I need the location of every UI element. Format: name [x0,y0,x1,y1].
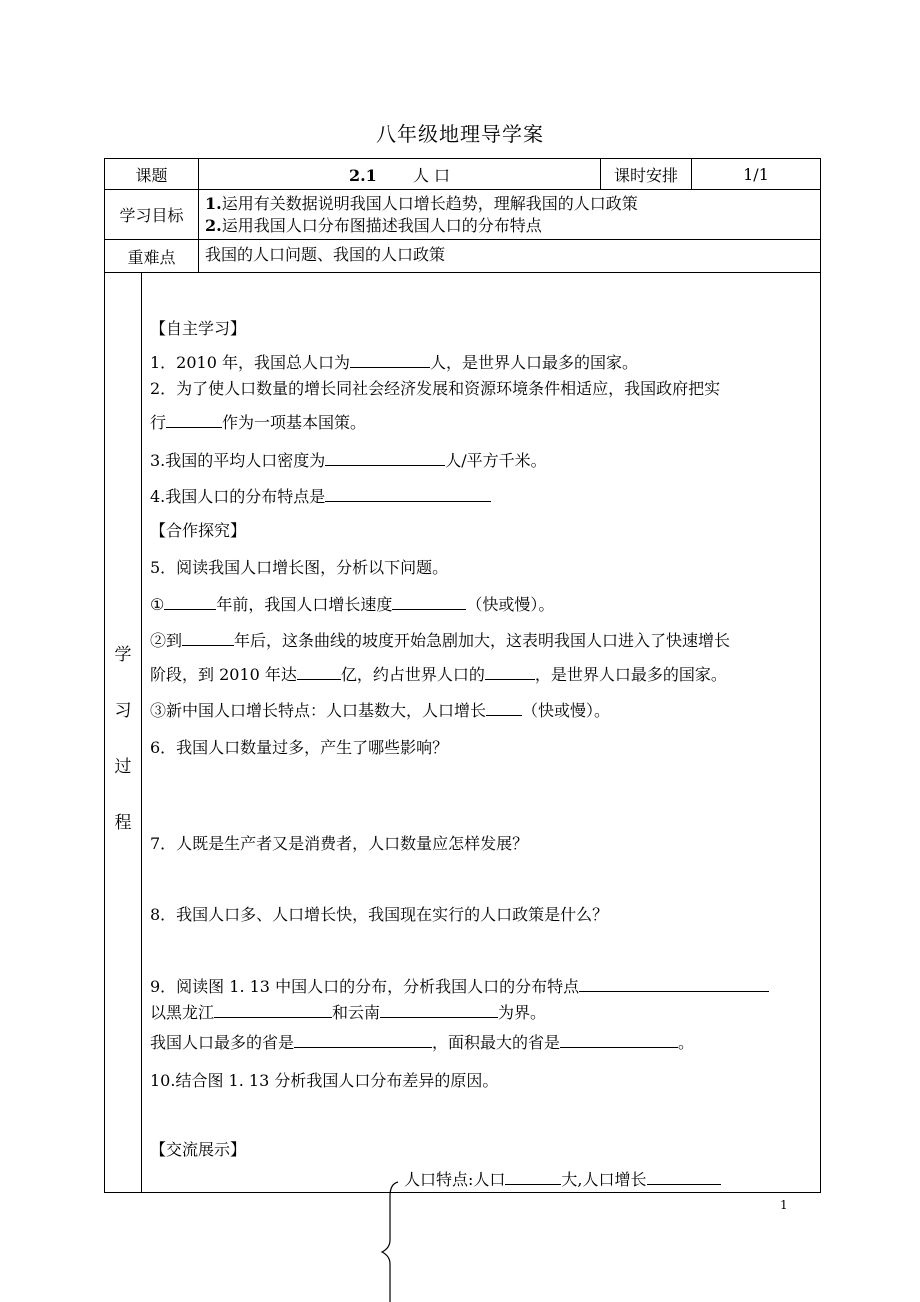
q9-text-d: 为界。 [498,1003,547,1022]
schedule-value: 1/1 [692,159,821,190]
q4-text: 4.我国人口的分布特点是 [150,487,326,506]
question-8: 8．我国人口多、人口增长快，我国现在实行的人口政策是什么？ [150,905,609,924]
question-7: 7．人既是生产者又是消费者，人口数量应怎样发展？ [150,834,529,853]
q9-text-g: 。 [678,1033,695,1052]
q9-blank-heilongjiang[interactable] [214,1001,332,1018]
question-5-3 [150,698,610,721]
q5-2-blank-share[interactable] [485,663,535,680]
q5-1-text-b: 年前，我国人口增长速度 [216,595,393,614]
goals-cell [199,190,821,240]
q9-blank-largest-area[interactable] [560,1031,678,1048]
q5-2-text-c: 阶段，到 2010 年达 [150,665,297,684]
goal-1-number: 1. [205,193,222,213]
q4-blank[interactable] [325,485,491,502]
q5-1-text-a: ① [150,595,165,614]
question-1 [150,350,638,373]
schedule-label: 课时安排 [601,159,692,190]
q2-blank[interactable] [166,411,222,428]
column-divider [141,273,142,1193]
self-study-heading: 【自主学习】 [150,319,247,338]
q9-blank-most-populous[interactable] [294,1031,432,1048]
curly-brace-icon [372,1170,402,1302]
process-label-4: 程 [114,813,132,833]
goal-2 [205,215,814,237]
q1-text-a: 1．2010 年，我国总人口为 [150,353,350,372]
header-table [104,158,821,273]
q9-blank-feature[interactable] [579,975,769,992]
question-6: 6．我国人口数量过多，产生了哪些影响？ [150,738,449,757]
q5-2-blank-year[interactable] [182,629,234,646]
process-label-2: 习 [114,701,132,721]
q5-2-text-d: 亿，约占世界人口的 [340,665,485,684]
q9-text-e: 我国人口最多的省是 [150,1033,295,1052]
q5-2-text-b: 年后，这条曲线的坡度开始急剧加大，这表明我国人口进入了快速增长 [234,631,731,650]
q2-text-c: 作为一项基本国策。 [222,413,367,432]
question-9-line-2 [150,1000,546,1023]
summary-line [404,1167,721,1190]
question-3 [150,448,547,471]
process-label-3: 过 [114,757,132,777]
question-5-2 [150,628,730,651]
q3-text-a: 3.我国的平均人口密度为 [150,451,326,470]
question-9 [150,974,769,997]
exchange-heading: 【交流展示】 [150,1140,247,1159]
q1-text-b: 人，是世界人口最多的国家。 [430,353,639,372]
q5-3-blank[interactable] [486,699,522,716]
q3-blank[interactable] [325,449,445,466]
q9-blank-yunnan[interactable] [380,1001,498,1018]
q1-blank[interactable] [350,351,430,368]
summary-text-b: 大,人口增长 [561,1170,647,1189]
q5-2-blank-billion[interactable] [297,663,341,680]
goal-2-text: 运用我国人口分布图描述我国人口的分布特点 [221,215,542,235]
cooperation-heading: 【合作探究】 [150,521,247,540]
q9-text-a: 9．阅读图 1. 13 中国人口的分布，分析我国人口的分布特点 [150,977,580,996]
topic-cell [199,159,601,190]
q9-text-b: 以黑龙江 [150,1003,215,1022]
topic-label: 课题 [105,159,199,190]
page-number: 1 [780,1198,788,1212]
q5-1-text-c: （快或慢）。 [466,595,555,614]
q5-3-text-a: ③新中国人口增长特点：人口基数大，人口增长 [150,701,487,720]
topic-number: 2.1 [348,165,377,185]
question-4 [150,484,491,507]
q2-text-b: 行 [150,413,167,432]
q9-text-c: 和云南 [332,1003,381,1022]
q9-text-f: ，面积最大的省是 [432,1033,561,1052]
question-10: 10.结合图 1. 13 分析我国人口分布差异的原因。 [150,1071,499,1090]
question-9-line-3 [150,1030,694,1053]
goals-label: 学习目标 [105,190,199,240]
question-2-line-1: 2．为了使人口数量的增长同社会经济发展和资源环境条件相适应，我国政府把实 [150,379,721,398]
question-5-2-cont [150,662,727,685]
key-text: 我国的人口问题、我国的人口政策 [199,240,821,273]
goal-1-text: 运用有关数据说明我国人口增长趋势，理解我国的人口政策 [221,193,638,213]
summary-text-a: 人口特点:人口 [404,1170,506,1189]
question-5: 5．阅读我国人口增长图，分析以下问题。 [150,558,449,577]
question-2-line-2 [150,410,366,433]
goal-1 [205,193,814,215]
q5-2-text-a: ②到 [150,631,183,650]
goal-2-number: 2. [205,215,222,235]
key-label: 重难点 [105,240,199,273]
page-title: 八年级地理导学案 [376,122,544,146]
process-label-1: 学 [114,645,132,665]
summary-blank-growth[interactable] [647,1168,721,1185]
q5-1-blank-year[interactable] [164,593,216,610]
q5-2-text-e: ，是世界人口最多的国家。 [534,665,727,684]
summary-blank-base[interactable] [505,1168,561,1185]
q5-3-text-b: （快或慢）。 [522,701,611,720]
q5-1-blank-speed[interactable] [392,593,466,610]
question-5-1 [150,592,554,615]
q3-text-b: 人/平方千米。 [445,451,547,470]
topic-name: 人 口 [412,165,451,185]
